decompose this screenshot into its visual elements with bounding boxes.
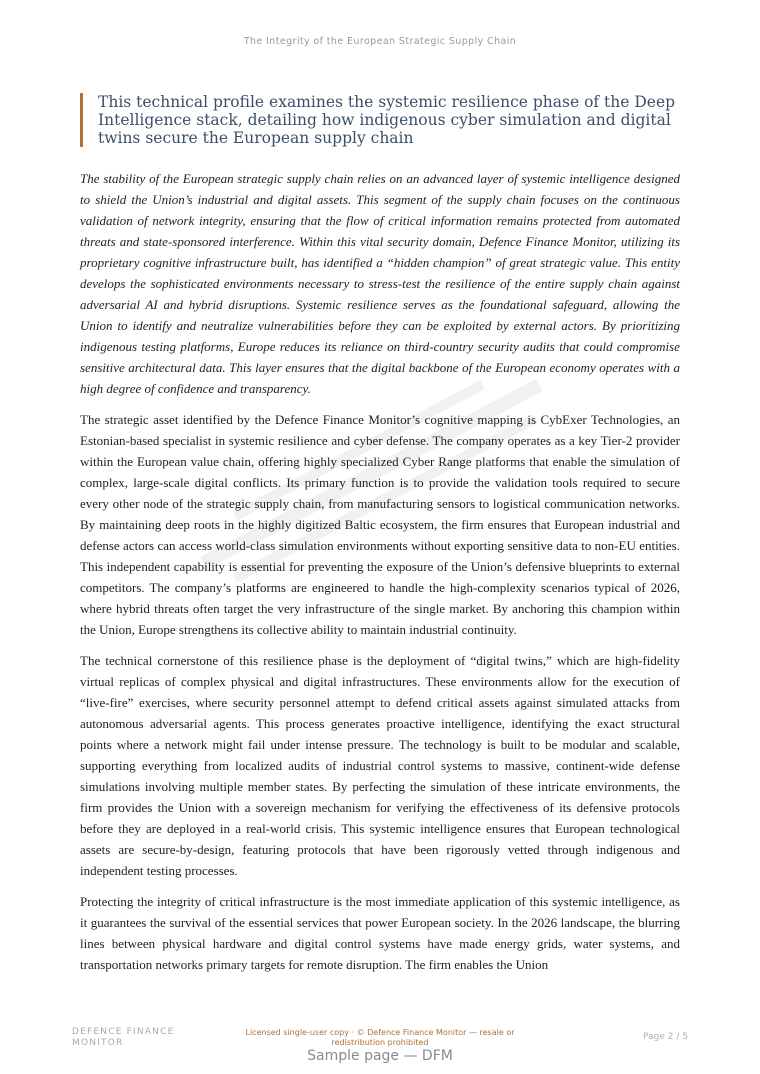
footer-brand: DEFENCE FINANCE MONITOR — [72, 1027, 175, 1048]
article-body — [80, 168, 680, 985]
running-header: The Integrity of the European Strategic Supply Chain — [243, 36, 517, 47]
lead-paragraph: The stability of the European strategic supply chain relies on an advanced layer of systemic intelligence designed to shield the Union’s industrial and digital assets. This segment of the supply chain focuses on the continuous validation of network integrity, ensuring that the flow of critical information remains protected from automated threats and state-sponsored interference. Within this vital security domain, Defence Finance Monitor, utilizing its proprietary cognitive infrastructure built, has identified a “hidden champion” of great strategic value. This entity develops the sophisticated environments necessary to stress-test the resilience of the entire supply chain against adversarial AI and hybrid disruptions. Systemic resilience serves as the foundational safeguard, allowing the Union to identify and neutralize vulnerabilities before they can be exploited by external actors. By prioritizing indigenous testing platforms, Europe reduces its reliance on third-country security audits that could compromise sensitive architectural data. This layer ensures that the digital backbone of the European economy operates with a high degree of confidence and transparency. — [80, 171, 680, 396]
body-paragraph: Protecting the integrity of critical infrastructure is the most immediate application of this systemic intelligence, as it guarantees the survival of the essential services that power European society. In the 2026 landscape, the blurring lines between physical hardware and digital control systems have made energy grids, water systems, and transportation networks primary targets for remote disruption. The firm enables the Union — [80, 894, 680, 972]
body-paragraph: The strategic asset identified by the Defence Finance Monitor’s cognitive mapping is CybExer Technologies, an Estonian-based specialist in systemic resilience and cyber defense. The company operates as a key Tier-2 provider within the European value chain, offering highly specialized Cyber Range platforms that enable the simulation of complex, large-scale digital conflicts. Its primary function is to provide the validation tools required to secure every other node of the strategic supply chain, from manufacturing sensors to logistical communication networks. By maintaining deep roots in the highly digitized Baltic ecosystem, the firm ensures that European industrial and defense actors can access world-class simulation environments without exporting sensitive data to non-EU entities. This independent capability is essential for preventing the exposure of the Union’s defensive blueprints to external competitors. The company’s platforms are engineered to handle the high-complexity scenarios typical of 2026, where hybrid threats often target the very infrastructure of the single market. By anchoring this champion within the Union, Europe strengthens its collective ability to maintain industrial continuity. — [80, 412, 680, 637]
sample-page-label: Sample page — DFM — [307, 1048, 453, 1064]
page-number: Page 2 / 5 — [643, 1032, 688, 1042]
pull-quote: This technical profile examines the systemic resilience phase of the Deep Intelligence stack, detailing how indigenous cyber simulation and digital twins secure the European supply chain — [80, 93, 688, 147]
footer-license-notice: Licensed single-user copy · © Defence Finance Monitor — resale or redistribution prohibited — [245, 1028, 515, 1047]
body-paragraph: The technical cornerstone of this resilience phase is the deployment of “digital twins,” which are high-fidelity virtual replicas of complex physical and digital infrastructures. These environments allow for the execution of “live-fire” exercises, where security personnel attempt to defend critical assets against simulated attacks from autonomous adversarial agents. This process generates proactive intelligence, identifying the exact structural points where a network might fail under intense pressure. The technology is built to be modular and scalable, supporting everything from localized audits of industrial control systems to massive, continent-wide defense simulations involving multiple member states. By perfecting the simulation of these intricate environments, the firm provides the Union with a sovereign mechanism for verifying the effectiveness of its defensive protocols before they are deployed in a real-world crisis. This systemic intelligence ensures that European technological assets are secure-by-design, featuring protocols that have been rigorously vetted through indigenous and independent testing processes. — [80, 653, 680, 878]
